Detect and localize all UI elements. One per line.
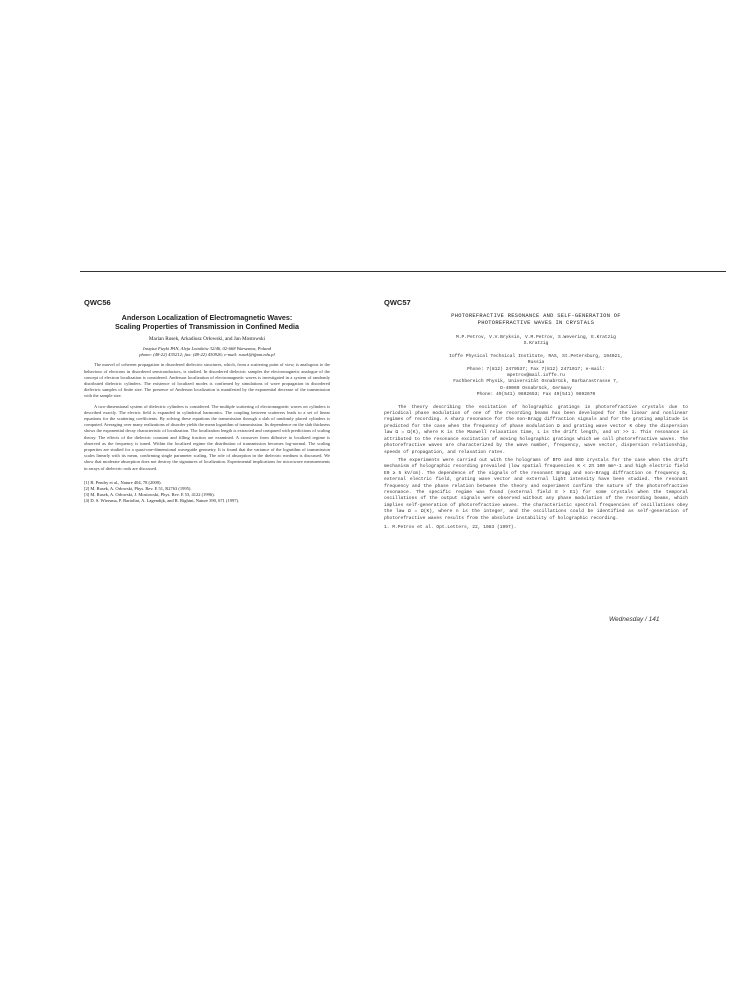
reference-item: 1. M.Petrov et al. Opt.Letters, 22, 1083 (1997). [384,524,517,530]
title-line-2: Scaling Properties of Transmission in Confined Media [114,322,300,331]
abstract-paragraph-2: The experiments were carried out with the holograms of BTO and BSO crystals for the case when the drift mechanism of holographic recording prevailed (low spatial frequencies K < 2π 100 mm^-1 and high electric field E0 ≥ 5 kV/cm). The dependence of the signals of the resonant Bragg and non-Bragg diffraction on frequency Ω, external electric field, grating wave vector and external light intensity have been studied. The resonant frequency and the phase relation between the theory and experiment confirm the nature of the photorefractive resonance. The specific regime was found (external field E > E1) for some crystals when the temporal oscillations of the output signals were observed without any phase modulation of the recording beams, which implies self-generation of photorefractive waves. The characteristic spectral frequencies of oscillations obey the law Ω = Ω(K), where n is the integer, and the oscillations could be identified as self-generation of photorefractive waves results from the absolute instability of holographic recording. [384,457,688,521]
affiliation-line: D-49069 Osnabrück, Germany [500,385,572,391]
affiliation-line: Phone: 7(812) 2479537; Fax 7(812) 2471017; e-mail: [467,366,605,372]
affiliation-line: mpetrov@mail.ioffe.ru [507,373,565,379]
authors-line-1: M.P.Petrov, V.V.Bryksin, V.M.Petrov, S.Wevering, E.Kratzig [456,335,616,340]
affiliation [384,354,688,399]
authors: Marian Rusek, Arkadiusz Orłowski, and Jan Mostowski [148,336,266,342]
paper-title [384,313,688,327]
reference-item: [3] M. Rusek, A. Orłowski, J. Mostowski, Phys. Rev. E 53, 4122 (1996). [84,492,215,498]
affiliation-contact: phone: (48-22) 435212; fax: (48-22) 430926; e-mail: rusek@ifpan.edu.pl [139,352,275,358]
reference-item: [4] D. S. Wiersma, P. Bartolini, A. Lagendijk, and R. Righini, Nature 390, 671 (1997). [84,498,240,504]
references [84,480,330,505]
affiliation [84,346,330,358]
abstract-paragraph-1: The marvel of coherent propagation in disordered dielectric structures, which, from a scattering point of view, is analogous to the behaviour of electrons in disordered semiconductors, is studied. In disordered dielectric samples the electromagnetic analogue of the concept of electron localization is considered. Anderson localization of electromagnetic waves is investigated in a system of randomly distributed dielectric cylinders. The existence of localized modes is confirmed by simulations of wave propagation in disordered dielectric samples of finite size. The presence of Anderson localization is manifested by the exponential decrease of the transmission with the sample size. [84,362,330,399]
title-line-1: Anderson Localization of Electromagnetic Waves: [121,313,293,322]
paper-code: QWC57 [384,298,411,307]
paper-title [84,313,330,331]
affiliation-line: Russia [527,360,545,366]
abstract-right [384,298,688,531]
paper-code: QWC56 [84,298,111,307]
title-line-2: PHOTOREFRACTIVE WAVES IN CRYSTALS [477,320,595,326]
page-footer: Wednesday / 141 [609,616,660,623]
affiliation-address: Instytut Fizyki PAN, Aleja Lotników 32/46, 02-668 Warszawa, Poland [143,346,271,351]
reference-item: [1] B. Pendry et al., Nature 404, 78 (2000). [84,479,162,485]
affiliation-line: Fachbereich Physik, Universität Osnabrück, Barbarastrasse 7, [453,379,619,385]
abstract-paragraph-2: A two-dimensional system of dielectric cylinders is considered. The multiple scattering of electromagnetic waves on cylinders is described exactly. The electric field is expanded in cylindrical harmonics. The coupling between scatterers leads to a set of linear equations for the scattering coefficients. By solving these equations the transmission through a slab of randomly placed cylinders is computed. Averaging over many realizations of disorder yields the mean logarithm of transmission. Its dependence on the slab thickness shows the exponential decay characteristic of localization. The localization length is extracted and compared with predictions of scaling theory. The effects of the dielectric constant and filling fraction are examined. A crossover from diffusive to localized regime is observed as the frequency is tuned. Within the localized regime the distribution of transmission becomes log-normal. The scaling properties are studied for a quasi-one-dimensional waveguide geometry. It is found that the variance of the logarithm of transmission scales linearly with its mean, confirming single parameter scaling. The role of absorption in the dielectric medium is discussed. We show that moderate absorption does not destroy the signatures of localization. Experimental implications for microwave measurements in arrays of dielectric rods are discussed. [84,403,330,471]
authors-line-2: S.Kratzig [523,341,549,347]
title-line-1: PHOTOREFRACTIVE RESONANCE AND SELF-GENERATION OF [451,313,621,319]
reference-item: [2] M. Rusek, A. Orłowski, Phys. Rev. E 51, R2763 (1995). [84,486,192,492]
authors [384,335,688,348]
abstract-left [84,298,330,505]
header-rule [80,271,726,272]
abstract-paragraph-1: The theory describing the excitation of holographic gratings in photorefractive crystals due to periodical phase modulation of one of the recording beams has been developed for the linear and nonlinear regimes of recording. A sharp resonance for the non-Bragg diffraction signals and for the grating amplitude is predicted for the case when the frequency of phase modulation Ω and grating wave vector K obey the dispersion law Ω = Ω(K), where K is the Maxwell relaxation time, L is the drift length, and ωτ >> 1. This resonance is attributed to the resonance excitation of moving holographic gratings which we call photorefractive waves. The photorefractive waves are characterized by the wave number, frequency, wave vector, dispersion relationship, speeds of propagation, and relaxation rates. [384,404,688,455]
affiliation-line: Ioffe Physical Technical Institute, RAS, St.Petersburg, 194021, [449,353,623,359]
affiliation-line: Phone: 49(541) 9692653; Fax 49(541) 9692670 [476,392,596,398]
